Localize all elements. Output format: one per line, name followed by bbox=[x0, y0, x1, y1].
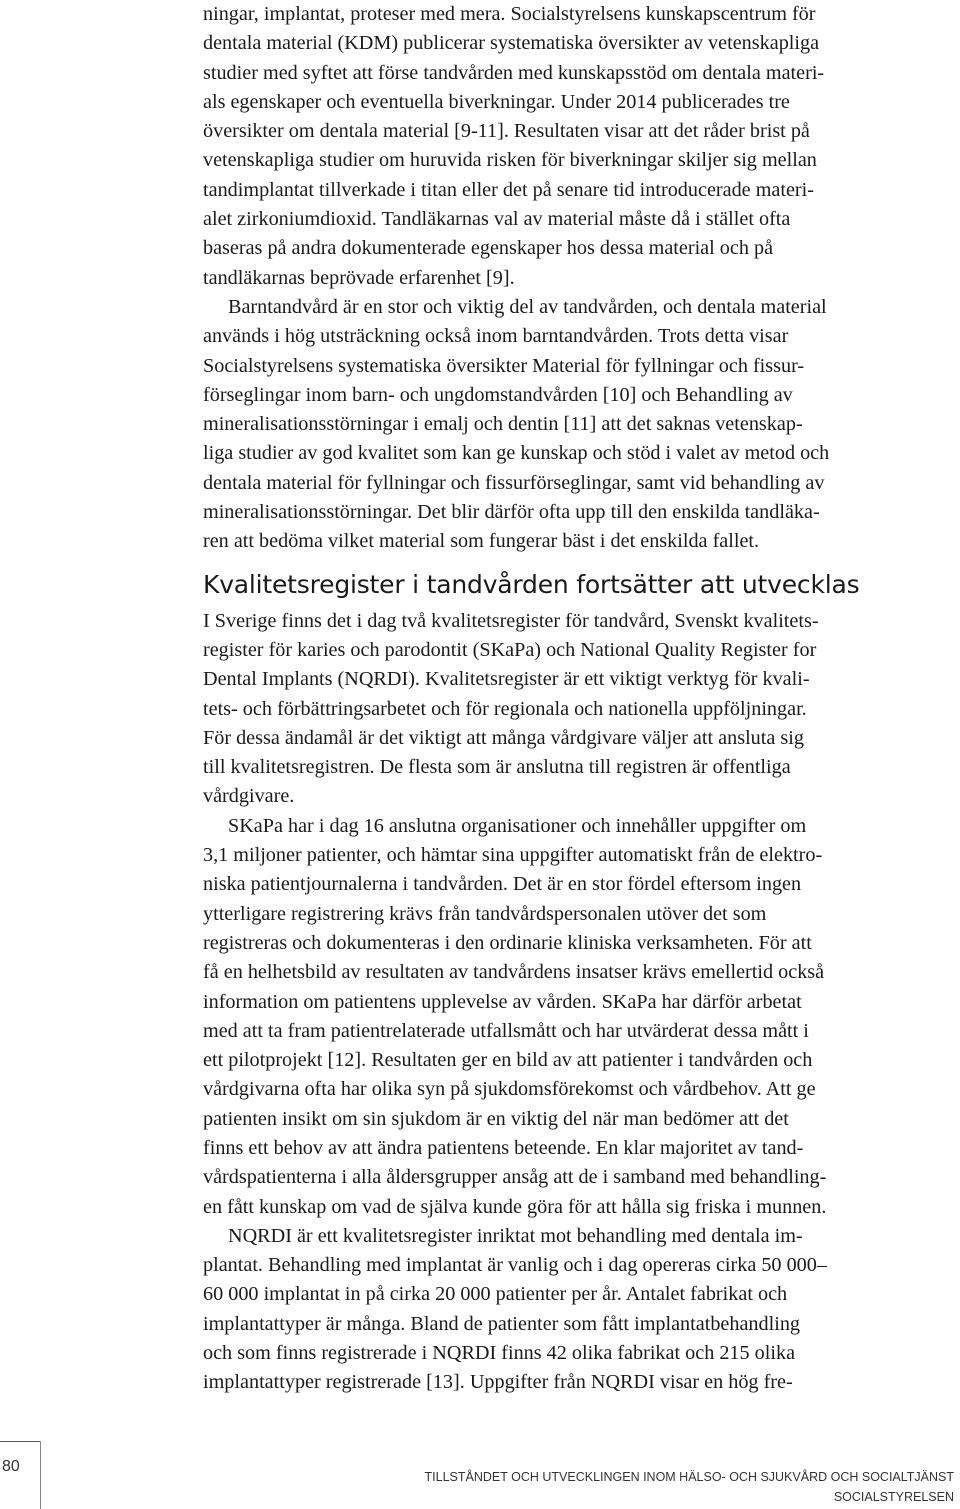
text-line: Socialstyrelsens systematiska översikter Material för fyllningar och fissur- bbox=[203, 354, 805, 377]
text-line: ren att bedöma vilket material som fungerar bäst i det enskilda fallet. bbox=[203, 530, 760, 553]
text-line: Dental Implants (NQRDI). Kvalitetsregister är ett viktigt verktyg för kvali- bbox=[203, 668, 810, 691]
text-line: dentala material för fyllningar och fissurförseglingar, samt vid behandling av bbox=[203, 471, 825, 494]
page-number: 80 bbox=[2, 1458, 20, 1475]
text-line: plantat. Behandling med implantat är vanlig och i dag opereras cirka 50 000– bbox=[203, 1254, 827, 1277]
paragraph-kdm bbox=[203, 0, 955, 293]
text-line: als egenskaper och eventuella biverkningar. Under 2014 publicerades tre bbox=[203, 90, 790, 113]
text-line: mineralisationsstörningar i emalj och dentin [11] att det saknas vetenskap- bbox=[203, 413, 803, 436]
text-line: med att ta fram patientrelaterade utfallsmått och har utvärderat dessa mått i bbox=[203, 1019, 809, 1042]
text-line: en fått kunskap om vad de själva kunde göra för att hålla sig friska i munnen. bbox=[203, 1195, 827, 1218]
text-line: tandläkarnas beprövade erfarenhet [9]. bbox=[203, 266, 515, 289]
text-line: 60 000 implantat in på cirka 20 000 patienter per år. Antalet fabrikat och bbox=[203, 1283, 788, 1306]
text-line: implantattyper registrerade [13]. Uppgifter från NQRDI visar en hög fre- bbox=[203, 1371, 793, 1394]
text-line: finns ett behov av att ändra patientens beteende. En klar majoritet av tand- bbox=[203, 1136, 804, 1159]
footer-rule bbox=[0, 1441, 40, 1442]
text-line: NQRDI är ett kvalitetsregister inriktat mot behandling med dentala im- bbox=[228, 1224, 803, 1247]
text-line: baseras på andra dokumenterade egenskaper hos dessa material och på bbox=[203, 237, 774, 260]
text-line: niska patientjournalerna i tandvården. Det är en stor fördel eftersom ingen bbox=[203, 873, 802, 896]
text-line: register för karies och parodontit (SKaPa) och National Quality Register for bbox=[203, 638, 817, 661]
text-line: patienten insikt om sin sjukdom är en viktig del när man bedömer att det bbox=[203, 1107, 789, 1130]
text-line: vårdgivarna ofta har olika syn på sjukdomsförekomst och vårdbehov. Att ge bbox=[203, 1078, 816, 1101]
paragraph-kvalitetsregister bbox=[203, 607, 955, 812]
text-line: få en helhetsbild av resultaten av tandvårdens insatser krävs emellertid också bbox=[203, 961, 825, 984]
text-line: översikter om dentala material [9-11]. Resultaten visar att det råder brist på bbox=[203, 120, 810, 143]
text-line: och som finns registrerade i NQRDI finns 42 olika fabrikat och 215 olika bbox=[203, 1342, 796, 1365]
text-line: studier med syftet att förse tandvården med kunskapsstöd om dentala materi- bbox=[203, 61, 825, 84]
text-line: förseglingar inom barn- och ungdomstandvården [10] och Behandling av bbox=[203, 383, 793, 406]
paragraph-skapa bbox=[203, 812, 955, 1222]
paragraph-barntandvard bbox=[203, 293, 955, 557]
text-line: registreras och dokumenteras i den ordinarie kliniska verksamheten. För att bbox=[203, 931, 812, 954]
text-line: ett pilotprojekt [12]. Resultaten ger en bild av att patienter i tandvården och bbox=[203, 1049, 813, 1072]
footer-divider bbox=[40, 1441, 41, 1509]
paragraph-nqrdi bbox=[203, 1222, 955, 1398]
section-heading: Kvalitetsregister i tandvården fortsätter att utvecklas bbox=[203, 569, 860, 599]
footer-title bbox=[425, 1467, 954, 1507]
text-line: Barntandvård är en stor och viktig del av tandvården, och dentala material bbox=[228, 295, 827, 318]
text-line: För dessa ändamål är det viktigt att många vårdgivare väljer att ansluta sig bbox=[203, 726, 804, 749]
text-line: till kvalitetsregistren. De flesta som är anslutna till registren är offentliga bbox=[203, 756, 791, 779]
text-line: används i hög utsträckning också inom barntandvården. Trots detta visar bbox=[203, 325, 789, 348]
text-line: 3,1 miljoner patienter, och hämtar sina uppgifter automatiskt från de elektro- bbox=[203, 844, 823, 867]
text-line: vårdgivare. bbox=[203, 785, 295, 808]
footer-doc-title: TILLSTÅNDET OCH UTVECKLINGEN INOM HÄLSO- OCH SJUKVÅRD OCH SOCIALTJÄNST bbox=[424, 1470, 954, 1484]
text-line: mineralisationsstörningar. Det blir därför ofta upp till den enskilda tandläka- bbox=[203, 501, 820, 524]
text-line: I Sverige finns det i dag två kvalitetsregister för tandvård, Svenskt kvalitets- bbox=[203, 609, 819, 632]
text-line: SKaPa har i dag 16 anslutna organisationer och innehåller uppgifter om bbox=[228, 814, 807, 837]
text-line: information om patientens upplevelse av vården. SKaPa har därför arbetat bbox=[203, 990, 802, 1013]
text-line: liga studier av god kvalitet som kan ge kunskap och stöd i valet av metod och bbox=[203, 442, 830, 465]
text-line: vårdspatienterna i alla åldersgrupper ansåg att de i samband med behandling- bbox=[203, 1166, 827, 1189]
text-line: ningar, implantat, proteser med mera. Socialstyrelsens kunskapscentrum för bbox=[203, 3, 816, 25]
text-line: tandimplantat tillverkade i titan eller det på senare tid introducerade materi- bbox=[203, 178, 814, 201]
text-line: ytterligare registrering krävs från tandvårdspersonalen utöver det som bbox=[203, 902, 767, 925]
text-line: tets- och förbättringsarbetet och för regionala och nationella uppföljningar. bbox=[203, 697, 807, 720]
text-line: alet zirkoniumdioxid. Tandläkarnas val av material måste då i stället ofta bbox=[203, 208, 791, 231]
text-line: vetenskapliga studier om huruvida risken för biverkningar skiljer sig mellan bbox=[203, 149, 817, 172]
body-text bbox=[203, 0, 955, 1398]
text-line: dentala material (KDM) publicerar systematiska översikter av vetenskapliga bbox=[203, 32, 820, 55]
text-line: implantattyper är många. Bland de patienter som fått implantatbehandling bbox=[203, 1312, 801, 1335]
footer-publisher: SOCIALSTYRELSEN bbox=[833, 1490, 954, 1504]
